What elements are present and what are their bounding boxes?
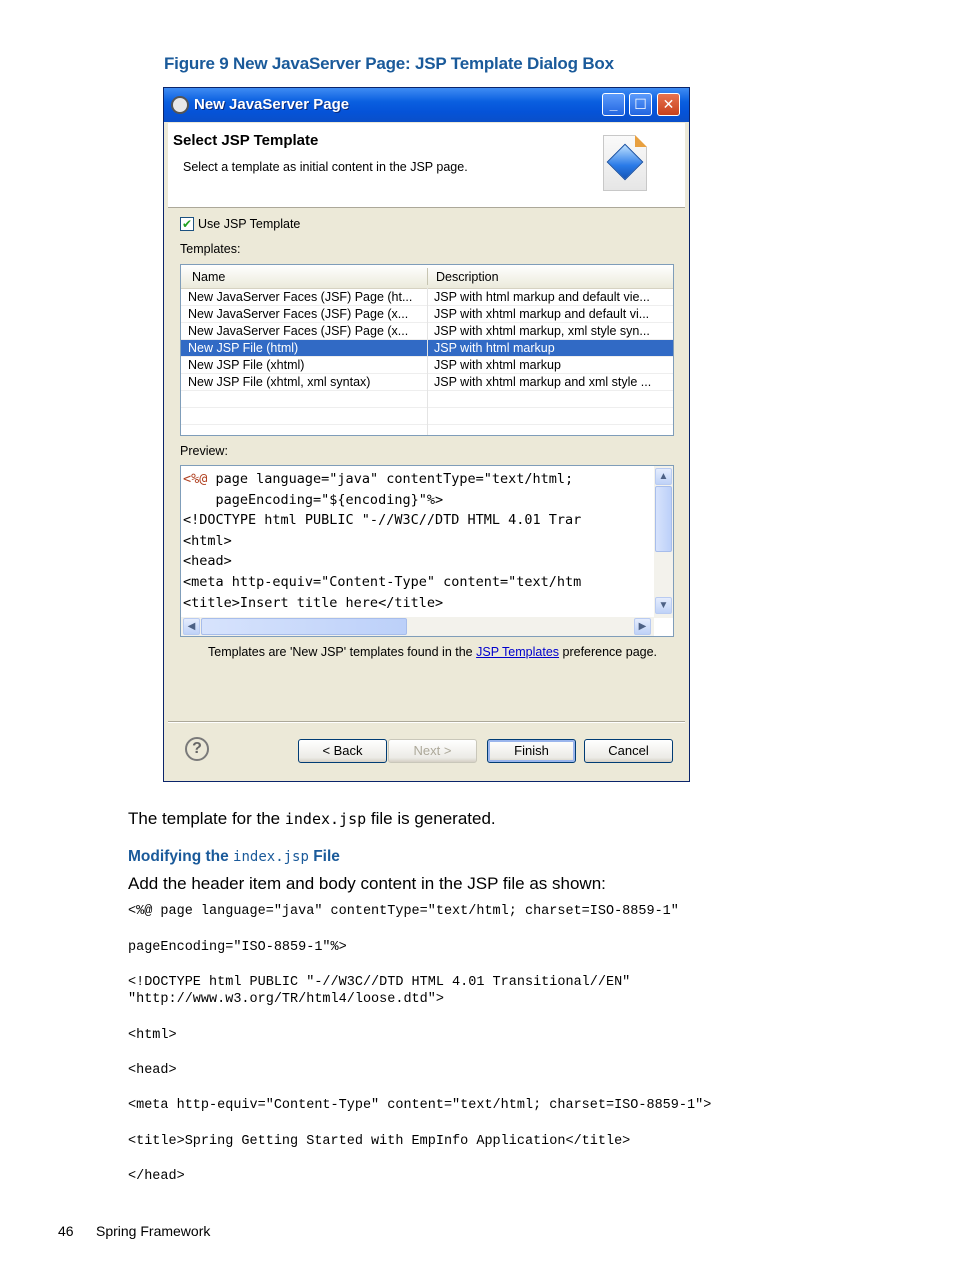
row-description: JSP with xhtml markup and default vi... (434, 307, 650, 321)
preview-text-area[interactable] (180, 465, 674, 637)
figure-caption: Figure 9 New JavaServer Page: JSP Template Dialog Box (164, 54, 614, 73)
row-name: New JavaServer Faces (JSF) Page (ht... (188, 290, 413, 304)
chevron-right-icon: ▶ (638, 621, 647, 632)
row-description: JSP with xhtml markup (434, 358, 561, 372)
row-description: JSP with xhtml markup and xml style ... (434, 375, 652, 389)
minimize-icon: _ (609, 96, 618, 112)
row-name: New JSP File (xhtml) (188, 358, 305, 372)
scroll-left-button[interactable] (183, 618, 200, 635)
preview-line: pageEncoding="${encoding}"%> (183, 491, 444, 508)
paragraph-template-generated: The template for the index.jsp file is generated. (128, 809, 496, 828)
vertical-scrollbar[interactable] (654, 466, 673, 618)
code-line: <title>Spring Getting Started with EmpInfo Application</title> (128, 1134, 631, 1149)
code-line: <head> (128, 1063, 177, 1078)
horizontal-scroll-thumb[interactable] (201, 618, 407, 635)
preview-line: <!DOCTYPE html PUBLIC "-//W3C//DTD HTML 4.01 Trar (183, 512, 582, 529)
horizontal-scrollbar[interactable] (181, 617, 654, 636)
row-description: JSP with html markup and default vie... (434, 290, 650, 304)
code-line: <!DOCTYPE html PUBLIC "-//W3C//DTD HTML 4.01 Transitional//EN" "http://www.w3.org/TR/html4/loose.dtd"> (128, 975, 631, 1007)
page-number: 46 (58, 1223, 74, 1239)
wizard-banner-icon (603, 135, 647, 191)
code-line: <html> (128, 1028, 177, 1043)
preview-line: <html> (183, 532, 232, 549)
dialog-title: New JavaServer Page (194, 96, 350, 113)
use-template-checkbox[interactable] (180, 217, 194, 231)
chevron-up-icon: ▲ (658, 471, 669, 482)
column-header-description[interactable]: Description (436, 270, 499, 284)
maximize-button[interactable] (629, 93, 652, 116)
row-description: JSP with xhtml markup, xml style syn... (434, 324, 650, 338)
templates-label: Templates: (180, 242, 241, 256)
next-button[interactable]: Next > (388, 739, 477, 763)
finish-button[interactable]: Finish (487, 739, 576, 763)
row-name: New JSP File (html) (188, 341, 299, 355)
code-line: </head> (128, 1169, 185, 1184)
minimize-button[interactable] (602, 93, 625, 116)
chevron-down-icon: ▼ (658, 600, 669, 611)
preview-line: <%@ page language="java" contentType="text/html; (183, 471, 574, 487)
scroll-right-button[interactable] (634, 618, 651, 635)
help-icon[interactable]: ? (185, 737, 209, 761)
preview-line: <title>Insert title here</title> (183, 594, 444, 611)
row-name: New JavaServer Faces (JSF) Page (x... (188, 324, 409, 338)
eclipse-icon (171, 96, 189, 114)
back-button[interactable]: < Back (298, 739, 387, 763)
chevron-left-icon: ◀ (187, 621, 196, 632)
preview-line: <meta http-equiv="Content-Type" content="text/htm (183, 573, 582, 590)
preview-label: Preview: (180, 444, 228, 458)
footer-section-title: Spring Framework (96, 1223, 211, 1239)
wizard-page-description: Select a template as initial content in the JSP page. (183, 160, 468, 174)
code-line: <meta http-equiv="Content-Type" content="text/html; charset=ISO-8859-1"> (128, 1098, 712, 1113)
templates-note: Templates are 'New JSP' templates found in the JSP Templates preference page. (208, 645, 658, 659)
close-icon: ✕ (662, 96, 675, 112)
wizard-header (168, 123, 685, 208)
row-description: JSP with html markup (434, 341, 555, 355)
templates-table[interactable] (180, 264, 674, 436)
checkmark-icon: ✔ (181, 217, 193, 231)
row-name: New JavaServer Faces (JSF) Page (x... (188, 307, 409, 321)
code-line: <%@ page language="java" contentType="text/html; charset=ISO-8859-1" (128, 904, 679, 919)
table-header (181, 265, 673, 289)
section-heading: Modifying the index.jsp File (128, 848, 340, 865)
code-line: pageEncoding="ISO-8859-1"%> (128, 940, 347, 955)
close-button[interactable] (657, 93, 680, 116)
wizard-page-title: Select JSP Template (173, 132, 319, 149)
scroll-up-button[interactable] (655, 468, 672, 485)
cancel-button[interactable]: Cancel (584, 739, 673, 763)
use-template-label[interactable]: Use JSP Template (198, 217, 301, 231)
preview-line: <head> (183, 553, 232, 570)
preview-code (183, 469, 651, 617)
vertical-scroll-thumb[interactable] (655, 486, 672, 552)
jsp-templates-link[interactable]: JSP Templates (476, 645, 560, 659)
maximize-icon: ☐ (634, 96, 647, 112)
row-name: New JSP File (xhtml, xml syntax) (188, 375, 371, 389)
scroll-down-button[interactable] (655, 597, 672, 614)
column-header-name[interactable]: Name (192, 270, 226, 284)
paragraph-instructions: Add the header item and body content in the JSP file as shown: (128, 874, 606, 893)
title-bar[interactable] (164, 88, 689, 122)
